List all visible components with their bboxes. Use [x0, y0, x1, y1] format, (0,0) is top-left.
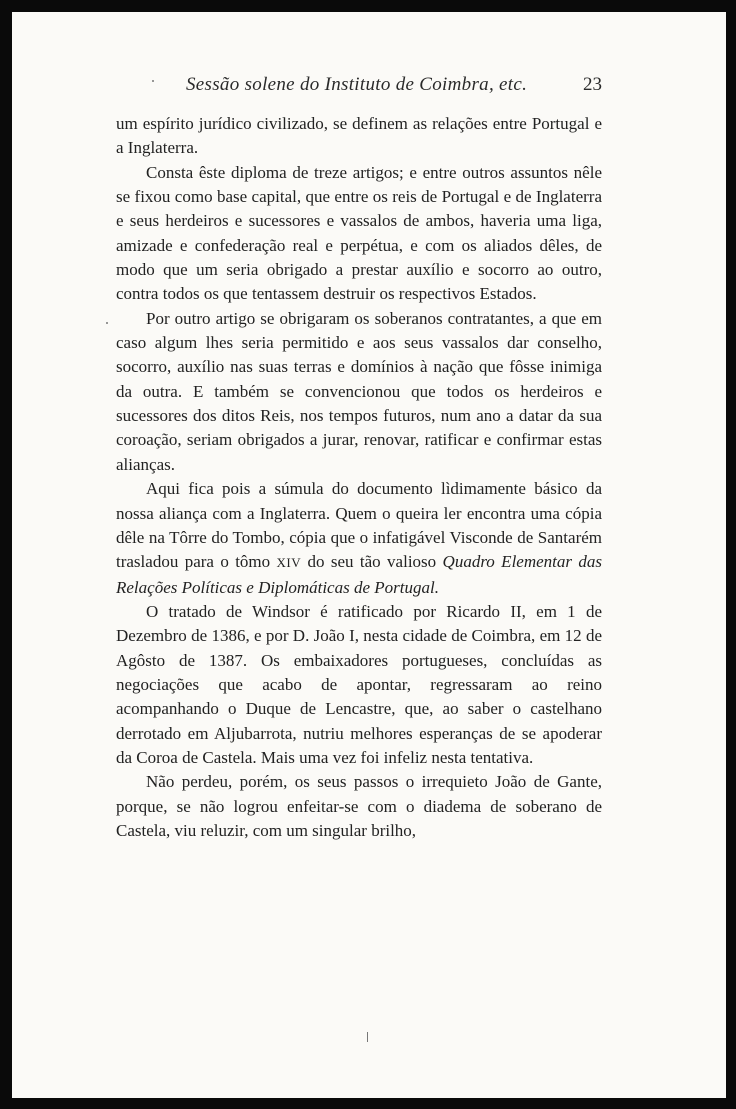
book-page	[12, 12, 726, 1098]
paragraph-treaty-articles: Consta êste diploma de treze artigos; e entre outros assuntos nêle se fixou como base capital, que entre os reis de Portugal e de Inglaterra e seus herdeiros e sucessores e vassalos de ambos, haveria uma liga, amizade e confederação real e perpétua, e com os aliados dêles, de modo que um seria obrigado a prestar auxílio e socorro ao outro, contra todos os que tentassem destruir os respectivos Estados.	[116, 162, 602, 304]
paragraph-other-article: Por outro artigo se obrigaram os soberanos contratantes, a que em caso algum lhes seria permitido e aos seus vassalos dar conselho, socorro, auxílio nas suas terras e domínios à nação que fôsse inimiga da outra. E também se convencionou que todos os herdeiros e sucessores dos ditos Reis, nos tempos futuros, num ano a datar da sua coroação, seriam obrigados a jurar, renovar, ratificar e confirmar estas alianças.	[116, 308, 602, 474]
work-title: Quadro Elementar das Relações Políticas e Diplomáticas de Portugal.	[116, 552, 602, 597]
scan-speck	[367, 1032, 368, 1042]
summary-text-mid: do seu tão valioso	[301, 552, 443, 572]
paragraph-john-of-gaunt: Não perdeu, porém, os seus passos o irrequieto João de Gante, porque, se não logrou enfeitar-se com o diadema de soberano de Castela, viu reluzir, com um singular brilho,	[116, 772, 602, 840]
scan-speck	[106, 322, 108, 324]
paragraph-document-summary	[116, 477, 602, 600]
page-number: 23	[583, 74, 602, 95]
paragraph-continuation: um espírito jurídico civilizado, se definem as relações entre Portugal e a Inglaterra.	[116, 114, 602, 158]
paragraph-ratification: O tratado de Windsor é ratificado por Ricardo II, em 1 de Dezembro de 1386, e por D. João I, nesta cidade de Coimbra, em 12 de Agôsto de 1387. Os embaixadores portugueses, concluídas as negociações que acabo de apontar, regressaram ao reino acompanhando o Duque de Lencastre, que, ao saber o castelhano derrotado em Aljubarrota, nutriu melhores esperanças de se apoderar da Coroa de Castela. Mais uma vez foi infeliz nesta tentativa.	[116, 601, 602, 767]
summary-text: Aqui fica pois a súmula do documento lìdimamente básico da nossa aliança com a Inglaterra. Quem o queira ler encontra uma cópia dêle na Tôrre do Tombo, cópia que o infatigável Visconde de Santarém trasladou para o tômo	[116, 479, 602, 572]
running-head	[116, 74, 602, 102]
volume-number: XIV	[276, 555, 302, 571]
body-text	[116, 112, 602, 843]
scan-speck	[152, 80, 154, 82]
page-content	[116, 74, 602, 843]
running-title: Sessão solene do Instituto de Coimbra, etc.	[186, 74, 528, 95]
